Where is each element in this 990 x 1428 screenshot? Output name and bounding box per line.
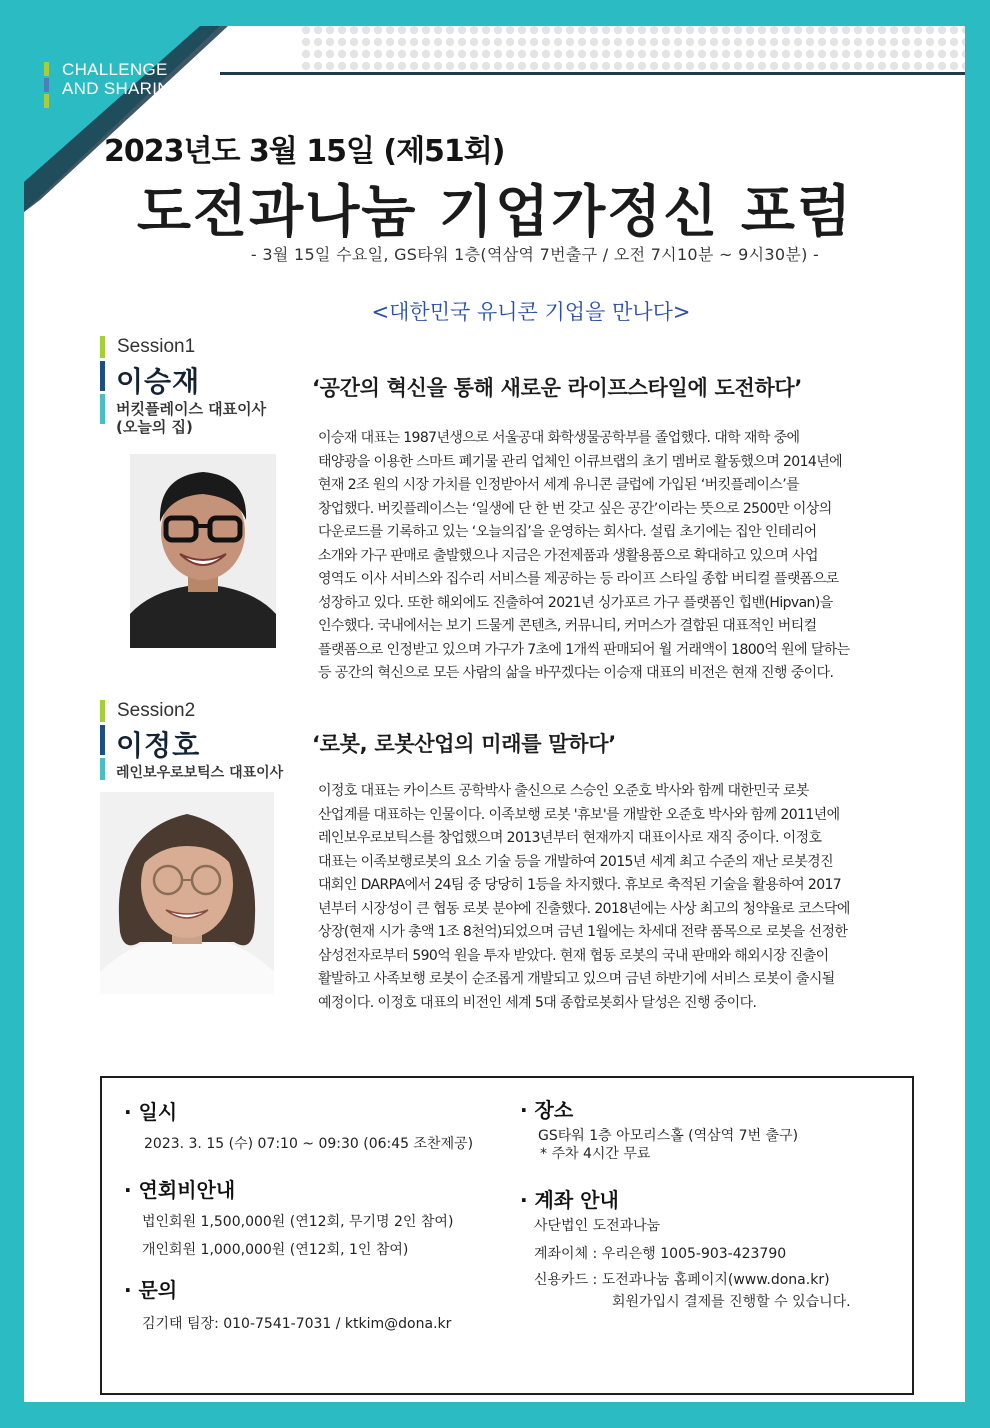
- fee-heading: · 연회비안내: [124, 1178, 236, 1202]
- event-subtitle: - 3월 15일 수요일, GS타워 1층(역삼역 7번출구 / 오전 7시10분 ~ 9시30분) -: [250, 245, 820, 264]
- account-heading: · 계좌 안내: [520, 1188, 619, 1212]
- account-line-3: 신용카드 : 도전과나눔 홈페이지(www.dona.kr): [534, 1272, 830, 1288]
- schedule-heading: · 일시: [124, 1100, 178, 1124]
- schedule-text: 2023. 3. 15 (수) 07:10 ~ 09:30 (06:45 조찬제공): [144, 1136, 474, 1152]
- session2-role-1: 레인보우로보틱스 대표이사: [116, 765, 284, 781]
- brand-line-2: AND SHARING: [62, 79, 184, 98]
- place-heading: · 장소: [520, 1098, 574, 1122]
- account-line-1: 사단법인 도전과나눔: [534, 1218, 661, 1234]
- date-title: 2023년도 3월 15일 (제51회): [104, 134, 505, 169]
- fee-line-2: 개인회원 1,000,000원 (연12회, 1인 참여): [142, 1242, 409, 1258]
- session1-body: 이승재 대표는 1987년생으로 서울공대 화학생물공학부를 졸업했다. 대학 재학 중에 태양광을 이용한 스마트 폐기물 관리 업체인 이큐브랩의 초기 멤버로 활동했으며 2014년에 현재 2조 원의 시장 가치를 인정받아서 세계 유니콘 클럽에 가입된 ‘버킷플레이스’를 창업했다. 버킷플레이스는 ‘일생에 단 한 번 갖고 싶은 공간’이라는 뜻으로 2500만 이상의 다운로드를 기록하고 있는 ‘오늘의집’을 운영하는 회사다. 설립 초기에는 집안 인테리어 소개와 가구 판매로 출발했으나 지금은 가전제품과 생활용품으로 확대하고 있으며 사업 영역도 이사 서비스와 집수리 서비스를 제공하는 등 라이프 스타일 종합 버티컬 플랫폼으로 성장하고 있다. 또한 해외에도 진출하여 2021년 싱가포르 가구 플랫폼인 힙밴(Hipvan)을 인수했다. 국내에서는 보기 드물게 콘텐츠, 커뮤니티, 커머스가 결합된 대표적인 버티컬 플랫폼으로 인정받고 있으며 가구가 7초에 1개씩 판매되어 월 거래액이 1800억 원에 달하는 등 공간의 혁신으로 모든 사람의 삶을 바꾸겠다는 이승재 대표의 비전은 현재 진행 중이다.: [318, 430, 850, 681]
- place-line-1: GS타워 1층 아모리스홀 (역삼역 7번 출구): [538, 1128, 799, 1144]
- tricolor-bar-icon: [100, 336, 105, 427]
- session1-role-2: (오늘의 집): [116, 418, 193, 436]
- account-line-4: 회원가입시 결제를 진행할 수 있습니다.: [612, 1294, 851, 1310]
- session2-label: Session2: [117, 700, 196, 721]
- session1-speaker-name: 이승재: [116, 365, 201, 398]
- session1-label: Session1: [117, 336, 196, 357]
- session2-speaker-name: 이정호: [116, 729, 201, 762]
- forum-theme: <대한민국 유니콘 기업을 만나다>: [371, 300, 691, 324]
- session2-body: 이정호 대표는 카이스트 공학박사 출신으로 스승인 오준호 박사와 함께 대한민국 로봇 산업계를 대표하는 인물이다. 이족보행 로봇 '휴보'를 개발한 오준호 박사와 함께 2011년에 레인보우로보틱스를 창업했으며 2013년부터 현재까지 대표이사로 재직 중이다. 이정호 대표는 이족보행로봇의 요소 기술 등을 개발하여 2015년 세계 최고 수준의 재난 로봇경진 대회인 DARPA에서 24팀 중 당당히 1등을 차지했다. 휴보로 축적된 기술을 활용하여 2017 년부터 시장성이 큰 협동 로봇 분야에 진출했다. 2018년에는 사상 최고의 청약율로 코스닥에 상장(현재 시가 총액 1조 8천억)되었으며 금년 1월에는 차세대 전략 품목으로 로봇을 선정한 삼성전자로부터 590억 원을 투자 받았다. 현재 협동 로봇의 국내 판매와 해외시장 진출이 활발하고 사족보행 로봇이 순조롭게 개발되고 있으며 금년 하반기에 서비스 로봇이 출시될 예정이다. 이정호 대표의 비전인 세계 5대 종합로봇회사 달성은 진행 중이다.: [318, 783, 850, 1011]
- brand-block: [44, 60, 183, 98]
- tricolor-bar-icon: [100, 700, 105, 783]
- tricolor-bar-icon: [44, 62, 49, 110]
- contact-heading: · 문의: [124, 1278, 178, 1302]
- brand-line-1: CHALLENGE: [62, 60, 168, 79]
- session2-header: [100, 700, 283, 782]
- main-title: 도전과나눔 기업가정신 포럼: [136, 180, 854, 245]
- session2-title: ‘로봇, 로봇산업의 미래를 말하다’: [312, 732, 616, 756]
- session1-header: [100, 336, 266, 436]
- fee-line-1: 법인회원 1,500,000원 (연12회, 무기명 2인 참여): [142, 1214, 454, 1230]
- speaker1-photo: [130, 454, 276, 648]
- session1-title: ‘공간의 혁신을 통해 새로운 라이프스타일에 도전하다’: [312, 376, 803, 400]
- account-line-2: 계좌이체 : 우리은행 1005-903-423790: [534, 1246, 787, 1262]
- speaker2-photo: [100, 792, 274, 994]
- event-info-box: [100, 1076, 914, 1395]
- place-line-2: * 주차 4시간 무료: [540, 1146, 651, 1162]
- session1-role-1: 버킷플레이스 대표이사: [116, 400, 267, 418]
- contact-text: 김기태 팀장: 010-7541-7031 / ktkim@dona.kr: [142, 1316, 452, 1332]
